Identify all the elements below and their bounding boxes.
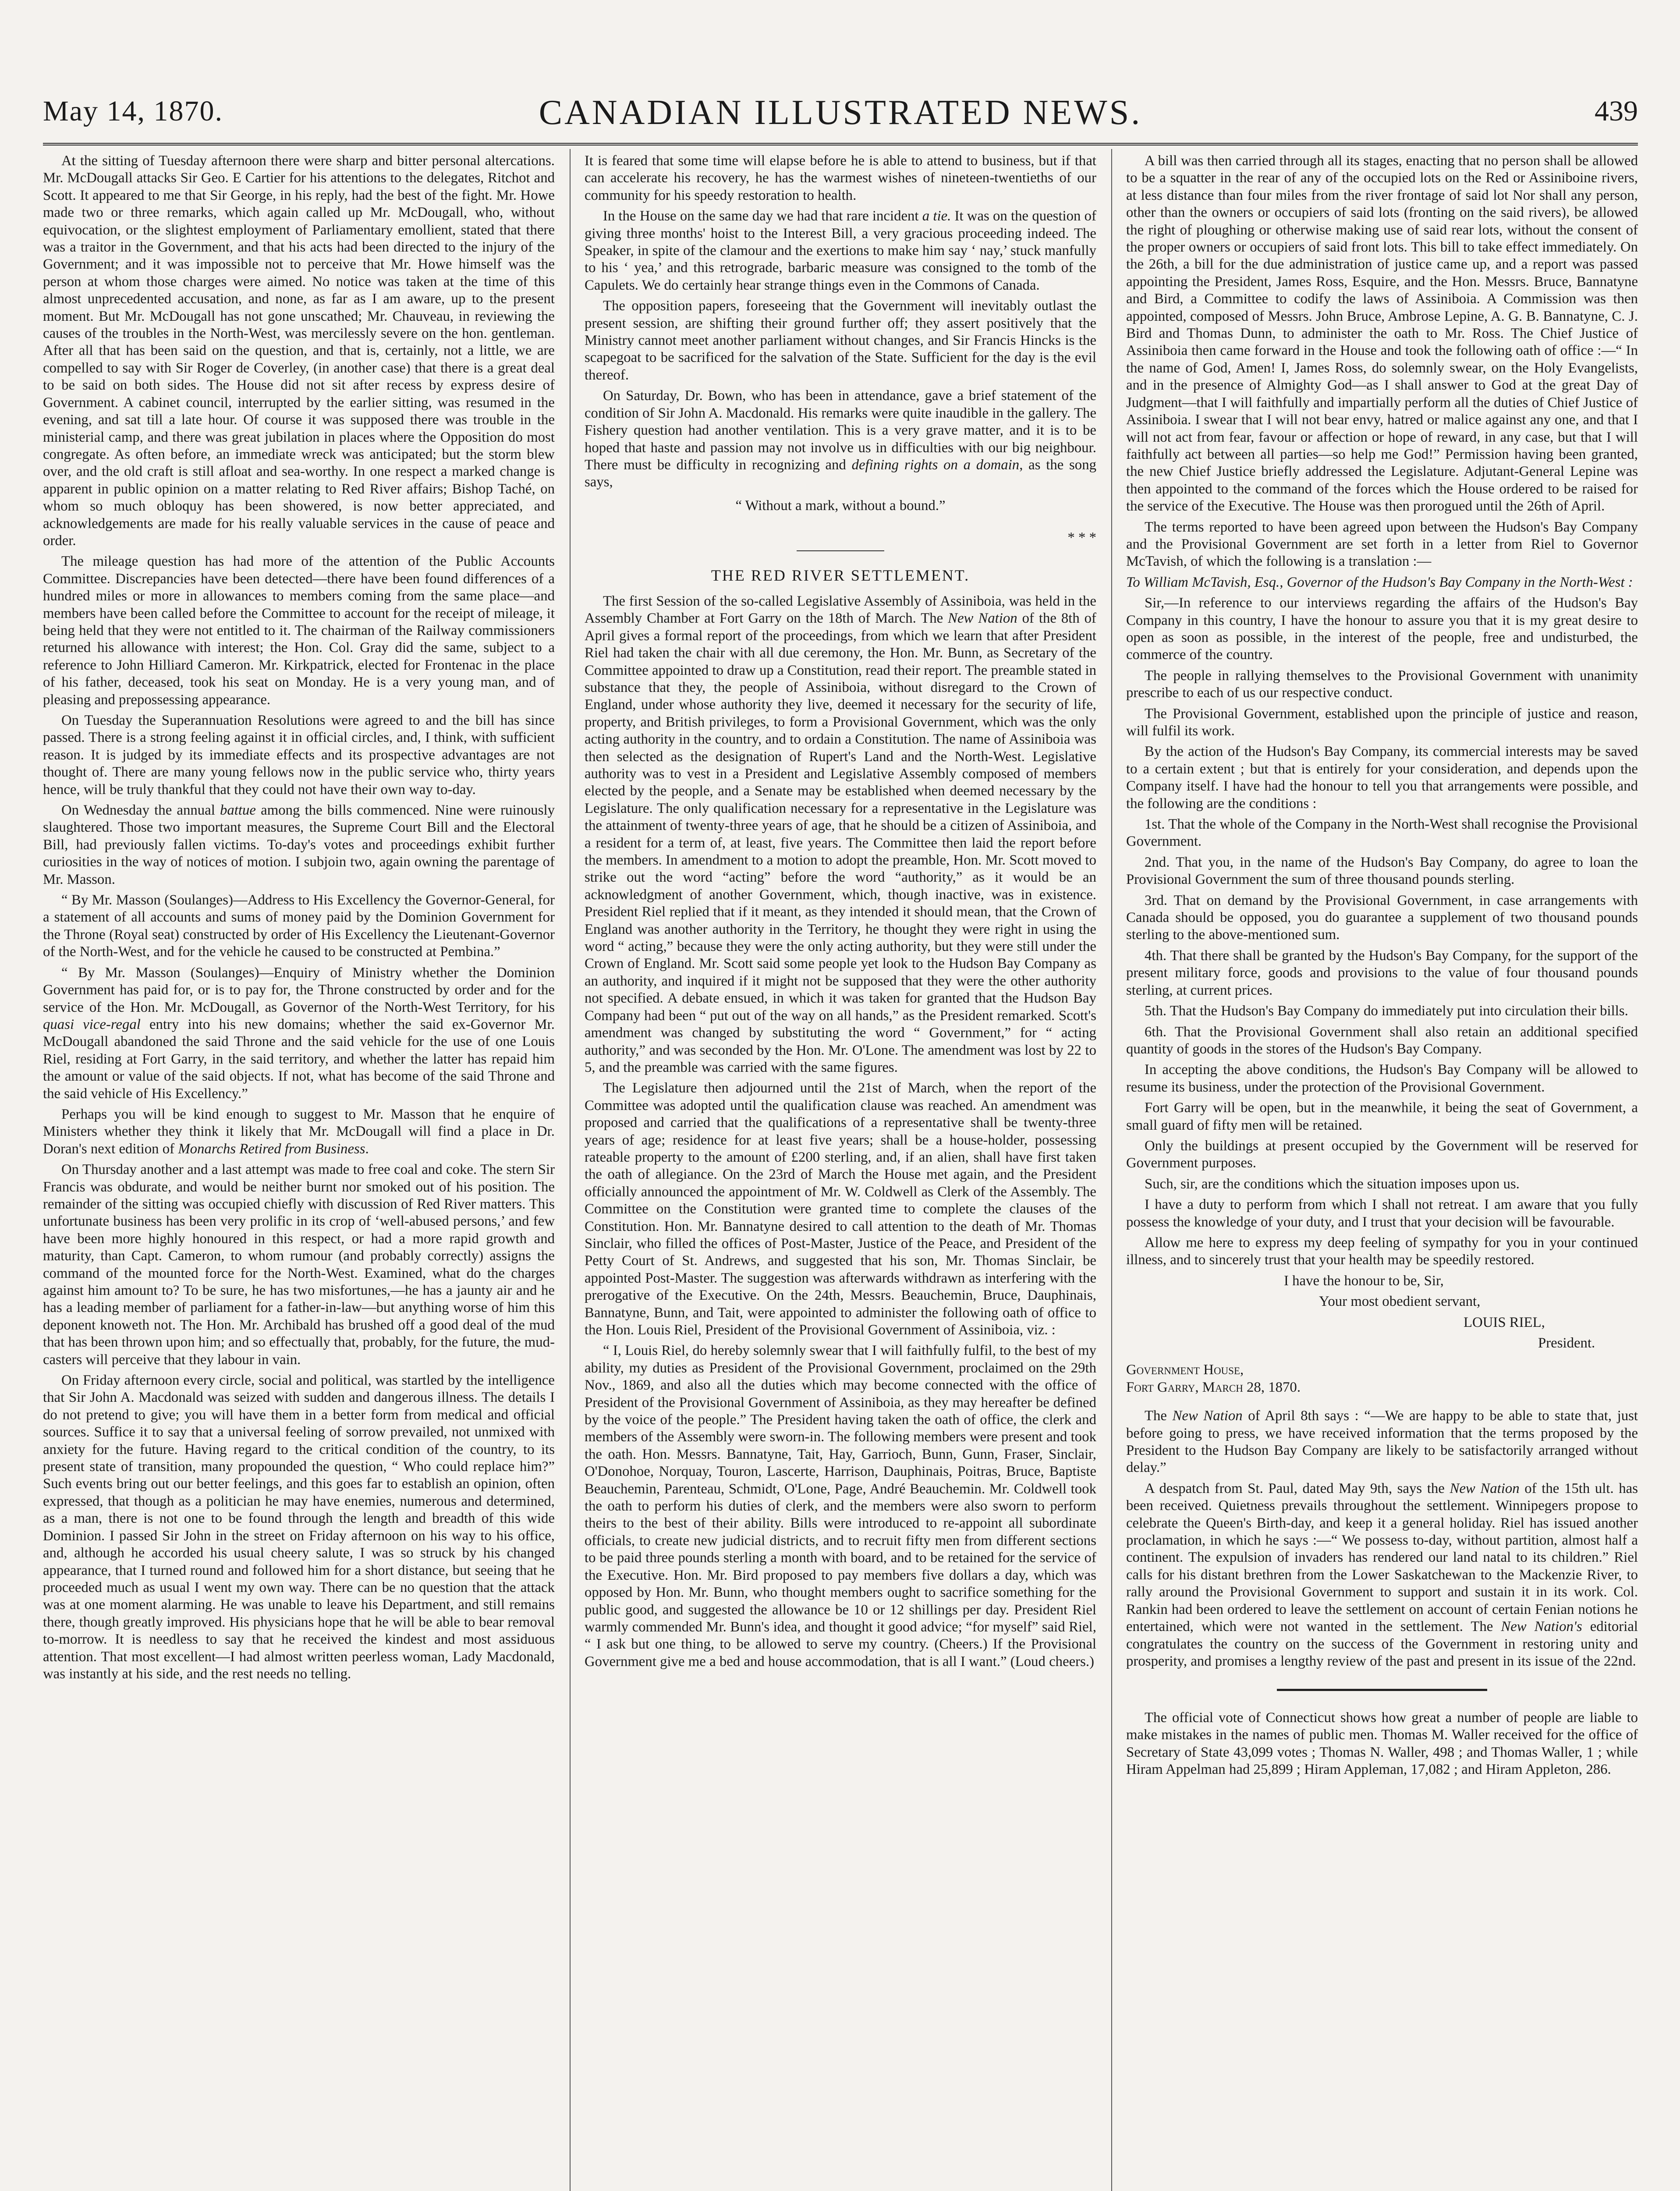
text-run: of the 8th of April gives a formal report of the proceedings, from which we learn that after President Riel had taken the chair with all due ceremony, the Hon. Mr. Bunn, as Secretary of the Committee appointed to draw up a Constitution, read their report. The preamble stated in substance that they, the people of Assiniboia, without disregard to the Crown of England, under whose authority they live, deemed it necessary for the security of life, property, and British privileges, to form a Provisional Government, which was the only acting authority in the country, and to ordain a Constitution. The name of Assiniboia was then selected as the designation of Rupert's Land and the North-West. Legislative authority was to vest in a President and Legislative Assembly composed of members elected by the people, and a Senate may be established when deemed necessary by the Legislature. The only qualification necessary for a representative in the Legislature was the attainment of twenty-three years of age, that he should be a citizen of Assiniboia, and a resident for a term of, at least, five years. The Committee then laid the report before the members. In amendment to a motion to adopt the preamble, Hon. Mr. Scott moved to strike out the word “acting” before the word “authority,” as it would be an acknowledgment of another Government, which, though inactive, was in existence. President Riel replied that if it meant, as they intended it should mean, that the Crown of England was another authority in the Territory, he thought they were right in using the word “ acting,” because they were the only acting authority, but they were still under the Crown of England. Mr. Scott said some people yet look to the Hudson Bay Company as an authority, and inquired if it might not be supposed that they were the other authority not specified. A debate ensued, in which it was taken for granted that the Hudson Bay Company had been “ put out of the way on all hands,” as the President remarked. Scott's amendment was changed by substituting the word “ Government,” for “ acting authority,” and was seconded by the Hon. Mr. O'Lone. The amendment was lost by 22 to 5, and the preamble was carried with the same figures. (585, 610, 1096, 1075)
paragraph: The opposition papers, foreseeing that the Government will inevitably outlast the present session, are shifting their ground further off; they assert positively that the Ministry cannot meet another parliament without changes, and Sir Francis Hincks is the scapegoat to be sacrificed for the salvation of the State. Sufficient for the day is the evil thereof. (585, 298, 1096, 383)
paragraph: On Tuesday the Superannuation Resolutions were agreed to and the bill has since passed. There is a strong feeling against it in official circles, and, I think, with sufficient reason. It is judged by its immediate effects and its prospective advantages are not thought of. There are many young fellows now in the public service who, thirty years hence, will be truly thankful that they could not have their own way to-day. (43, 713, 555, 798)
verse-quote: “ Without a mark, without a bound.” (735, 497, 946, 514)
dateline-place: Government House, (1126, 1362, 1244, 1378)
page-number: 439 (1595, 95, 1638, 127)
section-stars: * * * (1067, 530, 1096, 546)
text-run: editorial congratulates the country on the success of the Government in restoring unity and prosperity, and promises a lengthy review of the past and present in its issue of the 22nd. (1126, 1619, 1638, 1669)
paragraph (1126, 1480, 1638, 1670)
italic-text: quasi vice-regal (43, 1016, 141, 1032)
paragraph: At the sitting of Tuesday afternoon there were sharp and bitter personal altercations. Mr. McDougall attacks Sir Geo. E Cartier for his attentions to the delegates, Ritchot and Scott. It appeared to me that Sir George, in his reply, had the best of the fight. Mr. Howe made two or three remarks, which again called up Mr. McDougall, who, without equivocation, or the slightest employment of Parliamentary emollient, stated that there was a traitor in the Government, and that his acts had been directed to the injury of the Government; and it was impossible not to perceive that Mr. Howe himself was the person at whom those charges were aimed. No notice was taken at the time of this almost unprecedented accusation, and none, as far as I am aware, up to the present moment. But Mr. McDougall has not gone unscathed; Mr. Chauveau, in reviewing the causes of the troubles in the North-West, was mercilessly severe on the hon. gentleman. After all that has been said on the question, and that is, certainly, not a little, we are compelled to say with Sir Roger de Coverley, (in another case) that there is a great deal to be said on both sides. The House did not sit after recess by express desire of Government. A cabinet council, interrupted by the earlier sitting, was resumed in the evening, and sat till a late hour. Of course it was supposed there was trouble in the ministerial camp, and there was great jubilation in places where the Opposition do most congregate. As often before, an immediate wreck was anticipated; but the storm blew over, and the old craft is still afloat and sea-worthy. In one respect a marked change is apparent in public opinion on a matter relating to Red River affairs; Bishop Taché, on whom so much obloquy has been showered, is now better appreciated, and acknowledgements are made for his really valuable services in the cause of peace and order. (43, 153, 555, 549)
paragraph: The mileage question has had more of the attention of the Public Accounts Committee. Discrepancies have been detected—there have been found differences of a hundred miles or more in allowances to members coming from the same place—and members have been called before the Committee to account for the receipt of mileage, it being held that they were not entitled to it. The chairman of the Railway commissioners returned his allowance with interest; the Hon. Col. Gray did the same, subject to a reference to John Hilliard Cameron. Mr. Kirkpatrick, elected for Frontenac in the place of his father, deceased, took his seat on Monday. He is a very young man, and of pleasing and prepossessing appearance. (43, 553, 555, 708)
quoted-motion (43, 964, 555, 1103)
masthead-title: CANADIAN ILLUSTRATED NEWS. (539, 93, 1142, 132)
quoted-motion: “ By Mr. Masson (Soulanges)—Address to His Excellency the Governor-General, for a statement of all accounts and sums of money paid by the Dominion Government for the Throne (Royal seat) constructed by order of His Excellency the Lieutenant-Governor of the North-West, and for the vehicle he caused to be constructed at Pembina.” (43, 892, 555, 960)
paragraph: Sir,—In reference to our interviews regarding the affairs of the Hudson's Bay Company in this country, I have the honour to assure you that it is my great desire to open as soon as possible, in the interest of the people, free and undisturbed, the commerce of the country. (1126, 595, 1638, 663)
paragraph: The Provisional Government, established upon the principle of justice and reason, will fulfil its work. (1126, 706, 1638, 739)
italic-text: battue (220, 802, 256, 819)
text-run: It was on the question of giving three months' hoist to the Interest Bill, a very gracious proceeding indeed. The Speaker, in spite of the clamour and the exertions to make him say ‘ nay,’ stuck manfully to his ‘ yea,’ and this retrograde, barbaric measure was consigned to the tomb of the Capulets. We do certainly hear strange things even in the Commons of Canada. (585, 208, 1096, 293)
italic-text: Monarchs Retired from Business (178, 1141, 365, 1157)
paragraph (1126, 1407, 1638, 1477)
signature-title: President. (1538, 1335, 1595, 1351)
italic-text: New Nation's (1501, 1619, 1582, 1635)
column-divider (1111, 149, 1112, 2191)
issue-date: May 14, 1870. (43, 95, 223, 127)
paragraph: The Legislature then adjourned until the 21st of March, when the report of the Committee was adopted until the qualification clause was reached. An amendment was proposed and carried that the qualifications of a representative shall be twenty-three years of age; residence for at least five years; shall be a house-holder, possessing rateable property to the amount of £200 sterling, and, if an alien, shall have first taken the oath of allegiance. On the 23rd of March the House met again, and the President officially announced the appointment of Mr. W. Coldwell as Clerk of the Assembly. The Committee on the Constitution were granted time to complete the clauses of the Constitution. Hon. Mr. Bannatyne desired to call attention to the death of Mr. Thomas Sinclair, who filled the offices of Post-Master, Justice of the Peace, and President of the Petty Court of St. Andrews, and suggested that his son, Mr. Thomas Sinclair, be appointed Post-Master. The suggestion was afterwards withdrawn as interfering with the prerogative of the Executive. On the 24th, Messrs. Beauchemin, Bruce, Dauphinais, Bannatyne, Bunn, and Tait, were appointed to administer the following oath of office to the Hon. Louis Riel, President of the Provisional Government of Assiniboia, viz. : (585, 1080, 1096, 1338)
signature-closing: Your most obedient servant, (1319, 1294, 1481, 1310)
column-divider (570, 149, 571, 2191)
paragraph: The official vote of Connecticut shows how great a number of people are liable to make mistakes in the names of public men. Thomas M. Waller received for the office of Secretary of State 43,099 votes ; Thomas N. Waller, 498 ; and Thomas Waller, 1 ; while Hiram Appelman had 25,899 ; Hiram Appleman, 17,082 ; and Hiram Appleton, 286. (1126, 1709, 1638, 1777)
paragraph: By the action of the Hudson's Bay Company, its commercial interests may be saved to a certain extent ; but that is entirely for your consideration, and depends upon the Company itself. I have had the honour to tell you that arrangements were possible, and the following are the conditions : (1126, 744, 1638, 812)
condition-item: 1st. That the whole of the Company in the North-West shall recognise the Provisional Government. (1126, 816, 1638, 850)
text-run: Perhaps you will be kind enough to suggest to Mr. Masson that he enquire of Ministers whether they think it likely that Mr. McDougall will find a place in Dr. Doran's next edition of (43, 1106, 555, 1157)
italic-text: New Nation (1450, 1480, 1520, 1496)
condition-item: 6th. That the Provisional Government shall also retain an additional specified quantity of goods in the stores of the Hudson's Bay Company. (1126, 1024, 1638, 1057)
condition-item: 4th. That there shall be granted by the Hudson's Bay Company, for the support of the present military force, goods and provisions to the value of four thousand pounds sterling, at current prices. (1126, 947, 1638, 998)
text-run: , as the song says, (585, 457, 1096, 490)
paragraph: Only the buildings at present occupied by the Government will be reserved for Government purposes. (1126, 1138, 1638, 1171)
paragraph: On Friday afternoon every circle, social and political, was startled by the intelligence that Sir John A. Macdonald was seized with sudden and dangerous illness. The details I do not pretend to give; you will have them in a better form from medical and official sources. Suffice it to say that a universal feeling of sorrow prevailed, not unmixed with anxiety for the future. Having regard to the critical condition of the country, to its present state of transition, many propounded the question, “ Who could replace him?” Such events bring out our better feelings, and this goes far to establish an opinion, often expressed, that though as a politician he may have enemies, numerous and determined, as a man, there is not one to be found through the length and breadth of this wide Dominion. I passed Sir John in the street on Friday afternoon on his way to his office, and, although he accorded his usual cheery salute, I was so struck by his changed appearance, that I turned round and followed him for a short distance, but seeing that he proceeded much as usual I went my own way. There can be no question that the attack was at one moment alarming. He was unable to leave his Department, and still remains there, though greatly improved. His physicians hope that he will be able to bear removal to-morrow. It is needless to say that he received the kindest and most assiduous attention. That most excellent—I had almost written peerless woman, Lady Macdonald, was instantly at his side, and the rest needs no telling. (43, 1372, 555, 1682)
letter-dateline (1126, 1361, 1638, 1396)
text-run: entry into his new domains; whether the said ex-Governor Mr. McDougall abandoned the said Throne and the said vehicle for the use of one Louis Riel, residing at Fort Garry, in the said territory, and whether the latter has repaid him the amount or value of the said objects. If not, what has become of the said Throne and the said vehicle of His Excellency.” (43, 1016, 555, 1102)
signature-name: LOUIS RIEL, (1464, 1314, 1545, 1330)
paragraph: It is feared that some time will elapse before he is able to attend to business, but if that can accelerate his recovery, he has the warmest wishes of nineteen-twentieths of our community for his speedy restoration to health. (585, 153, 1096, 203)
italic-text: a tie. (922, 208, 951, 224)
text-run: The (1145, 1408, 1173, 1424)
text-run: of April 8th says : “—We are happy to be able to state that, just before going to press, we have received information that the terms proposed by the President to the Hudson Bay Company are likely to be satisfactorily arranged without delay.” (1126, 1408, 1638, 1476)
paragraph: Fort Garry will be open, but in the meanwhile, it being the seat of Government, a small guard of fifty men will be retained. (1126, 1100, 1638, 1133)
paragraph (585, 387, 1096, 491)
paragraph (585, 593, 1096, 1076)
section-rule (797, 550, 884, 551)
paragraph (585, 208, 1096, 294)
text-run: . (365, 1141, 369, 1157)
paragraph: The terms reported to have been agreed upon between the Hudson's Bay Company and the Provisional Government are set forth in a letter from Riel to Governor McTavish, of which the following is a translation :— (1126, 519, 1638, 570)
paragraph: I have a duty to perform from which I shall not retreat. I am aware that you fully possess the knowledge of your duty, and I trust that your decision will be favourable. (1126, 1197, 1638, 1230)
text-run: The first Session of the so-called Legislative Assembly of Assiniboia, was held in the Assembly Chamber at Fort Garry on the 18th of March. The (585, 593, 1096, 627)
column-2 (585, 152, 1096, 2191)
paragraph (43, 1106, 555, 1158)
dateline-date: Fort Garry, March 28, 1870. (1126, 1379, 1301, 1395)
text-run: “ By Mr. Masson (Soulanges)—Enquiry of Ministry whether the Dominion Government has paid for, or is to pay for, the Throne constructed by order and for the service of the Hon. Mr. McDougall, as Governor of the North-West Territory, for his (43, 964, 555, 1015)
text-run: In the House on the same day we had that rare incident (603, 208, 922, 224)
signature-closing: I have the honour to be, Sir, (1284, 1273, 1444, 1289)
italic-text: New Nation (1172, 1408, 1243, 1424)
column-1 (43, 152, 555, 2191)
condition-item: 5th. That the Hudson's Bay Company do immediately put into circulation their bills. (1145, 1003, 1628, 1019)
text-run: of the 15th ult. has been received. Quietness prevails throughout the settlement. Winnipegers propose to celebrate the Queen's Birth-day, and keep it a general holiday. Riel has issued another proclamation, in which he says :—“ We possess to-day, without partition, almost half a continent. The expulsion of invaders has rendered our land natal to its children.” Riel calls for his distant brethren from the Lower Saskatchewan to the Mackenzie River, to rally around the Provisional Government to support and sustain it in its work. Col. Rankin had been ordered to leave the settlement on account of certain Fenian notions he entertained, which were not wanted in the settlement. The (1126, 1480, 1638, 1635)
article-heading: THE RED RIVER SETTLEMENT. (711, 566, 970, 584)
ornament-rule (1277, 1689, 1487, 1691)
text-run: A despatch from St. Paul, dated May 9th, says the (1145, 1480, 1450, 1496)
column-3 (1126, 152, 1638, 2191)
header-rule (43, 143, 1638, 145)
newspaper-page (43, 0, 1638, 2191)
text-run: On Wednesday the annual (61, 802, 220, 819)
condition-item: 2nd. That you, in the name of the Hudson's Bay Company, do agree to loan the Provisional Government the sum of three thousand pounds sterling. (1126, 854, 1638, 888)
text-run: On Saturday, Dr. Bown, who has been in attendance, gave a brief statement of the condition of Sir John A. Macdonald. His remarks were quite inaudible in the gallery. The Fishery question had another ventilation. This is a very grave matter, and it is to be hoped that haste and passion may not involve us in difficulties with our big neighbour. There must be difficulty in recognizing and (585, 388, 1096, 473)
paragraph: On Thursday another and a last attempt was made to free coal and coke. The stern Sir Francis was obdurate, and would be neither burnt nor smoked out of his position. The remainder of the sitting was occupied chiefly with discussion of Red River matters. This unfortunate business has been very prolific in its crop of ‘well-abused persons,’ and few have been more highly honoured in this respect, or had a more rapid growth and maturity, than Capt. Cameron, to whom rumour (and probably correctly) assigns the command of the mounted force for the North-West. Examined, what do the charges against him amount to? To be sure, he has two misfortunes,—he has a jaunty air and he has a leading member of parliament for a father-in-law—but anything worse of him this deponent knoweth not. The Hon. Mr. Archibald has brushed off a good deal of the mud that has been thrown upon him; and so effectually that, probably, for the future, the mud-casters will perceive that they labour in vain. (43, 1162, 555, 1368)
condition-item: 3rd. That on demand by the Provisional Government, in case arrangements with Canada should be opposed, you do guarantee a supplement of two thousand pounds sterling to the above-mentioned sum. (1126, 892, 1638, 943)
paragraph: A bill was then carried through all its stages, enacting that no person shall be allowed to be a squatter in the rear of any of the occupied lots on the Red or Assiniboine rivers, at less distance than four miles from the river frontage of said lot Nor shall any person, other than the owners or occupiers of said lots (fronting on the said rivers), be allowed the right of ploughing or otherwise making use of said rear lots, without the consent of the proper owners or occupiers of said front lots. This bill to take effect immediately. On the 26th, a bill for the due administration of justice came up, and a report was passed appointing the President, James Ross, Esquire, and the Hon. Messrs. Bruce, Bannatyne and Bird, a Committee to codify the laws of Assiniboia. A Commission was then appointed, composed of Messrs. John Bruce, Ambrose Lepine, A. G. B. Bannatyne, C. J. Bird and Thomas Dunn, to administer the oath to Mr. Ross. The Chief Justice of Assiniboia then came forward in the House and took the following oath of office :—“ In the name of God, Amen! I, James Ross, do solemnly swear, on the Holy Evangelists, and in the presence of Almighty God—as I shall answer to God at the great Day of Judgment—that I will faithfully and impartially perform all the duties of Chief Justice of Assiniboia. I swear that I will not bear envy, hatred or malice against any one, and that I will not act from fear, favour or affection or hope of reward, in any case, but that I will faithfully act between all parties—so help me God!” Permission having been granted, the new Chief Justice briefly addressed the Legislature. Adjutant-General Lepine was then appointed to the command of the forces which the House ordered to be raised for the service of the Executive. The House was then prorogued until the 26th of April. (1126, 153, 1638, 514)
paragraph: “ I, Louis Riel, do hereby solemnly swear that I will faithfully fulfil, to the best of my ability, my duties as President of the Provisional Government, proclaimed on the 29th Nov., 1869, and also all the duties which may become connected with the office of President of the Provisional Government of Assiniboia, as they may hereafter be defined by the voice of the people.” The President having taken the oath of office, the clerk and members of the Assembly were sworn-in. The following members were present and took the oath. Hon. Messrs. Bannatyne, Tait, Hay, Garrioch, Bunn, Gunn, Fraser, Sinclair, O'Donohoe, Norquay, Touron, Lascerte, Harrison, Dauphinais, Poitras, Bruce, Baptiste Beauchemin, Parenteau, Schmidt, O'Lone, Page, André Beauchemin. Mr. Coldwell took the oath to perform his duties of clerk, and the members were also sworn to perform theirs to the best of their ability. Bills were introduced to re-appoint all subordinate officials, to create new judicial districts, and to recruit fifty men from different sections to be paid three pounds sterling a month with board, and to be retained for the service of the Executive. Hon. Mr. Bird proposed to pay members five dollars a day, which was opposed by Hon. Mr. Bunn, who thought members ought to sacrifice something for the public good, and suggested the allowance be 10 or 12 shillings per day. President Riel warmly commended Mr. Bunn's idea, and thought it good advice; “for myself” said Riel, “ I ask but one thing, to be allowed to serve my country. (Cheers.) If the Provisional Government give me a bed and house accommodation, that is all I want.” (Loud cheers.) (585, 1343, 1096, 1670)
italic-text: New Nation (948, 610, 1017, 627)
italic-text: defining rights on a domain (851, 457, 1020, 473)
section-ornament (1126, 1680, 1638, 1698)
paragraph: Such, sir, are the conditions which the situation imposes upon us. (1145, 1176, 1520, 1192)
paragraph: In accepting the above conditions, the Hudson's Bay Company will be allowed to resume its business, under the protection of the Provisional Government. (1126, 1062, 1638, 1095)
paragraph (43, 802, 555, 888)
paragraph: Allow me here to express my deep feeling of sympathy for you in your continued illness, and to sincerely trust that your health may be speedily restored. (1126, 1234, 1638, 1268)
page-header (43, 87, 1638, 139)
letter-address: To William McTavish, Esq., Governor of the Hudson's Bay Company in the North-West : (1126, 574, 1633, 590)
paragraph: The people in rallying themselves to the Provisional Government with unanimity prescribe to each of us our respective conduct. (1126, 667, 1638, 701)
text-run: among the bills commenced. Nine were ruinously slaughtered. Those two important measures, the Supreme Court Bill and the Electoral Bill, had previously fallen victims. To-day's votes and proceedings exhibit further curiosities in the way of notices of motion. I subjoin two, again owning the parentage of Mr. Masson. (43, 802, 555, 887)
